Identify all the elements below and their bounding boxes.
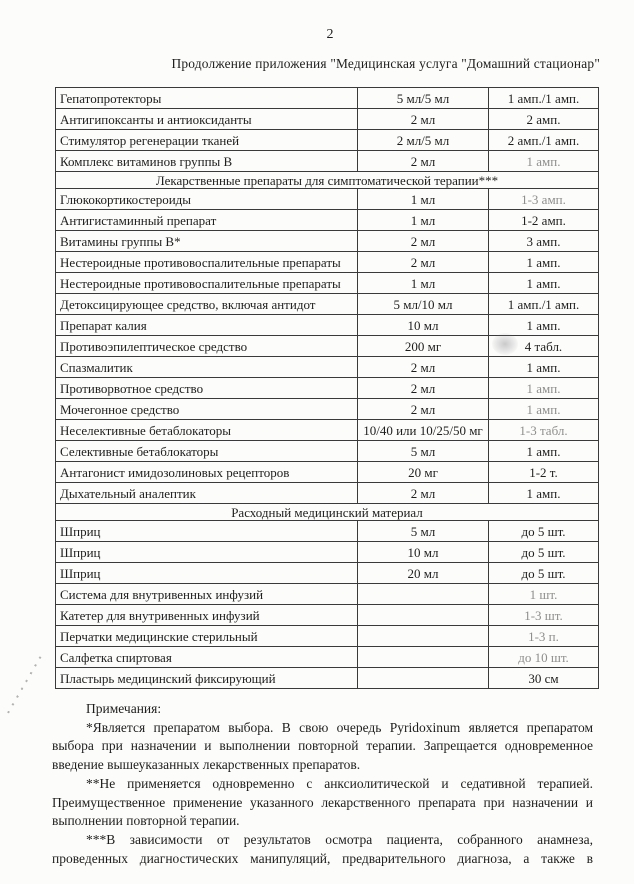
item-dose-cell: 2 мл (358, 252, 489, 273)
item-qty-cell: 3 амп. (489, 231, 599, 252)
item-name-cell: Нестероидные противовоспалительные препараты (56, 273, 358, 294)
item-qty-cell: 1-3 табл. (489, 420, 599, 441)
item-qty-cell: 1 шт. (489, 584, 599, 605)
item-qty-cell: 1 амп. (489, 315, 599, 336)
table-row (56, 151, 599, 172)
item-name-cell: Препарат калия (56, 315, 358, 336)
item-qty-cell: 1-3 п. (489, 626, 599, 647)
item-dose-cell: 20 мл (358, 563, 489, 584)
item-qty-cell: 2 амп./1 амп. (489, 130, 599, 151)
item-qty-cell: 1 амп. (489, 151, 599, 172)
item-dose-cell (358, 605, 489, 626)
table-row (56, 378, 599, 399)
item-dose-cell: 2 мл (358, 483, 489, 504)
item-name-cell: Пластырь медицинский фиксирующий (56, 668, 358, 689)
item-name-cell: Детоксицирующее средство, включая антидот (56, 294, 358, 315)
item-qty-cell: 1-3 шт. (489, 605, 599, 626)
table-row (56, 462, 599, 483)
item-dose-cell: 1 мл (358, 273, 489, 294)
meds-table-body (56, 88, 599, 689)
item-name-cell: Перчатки медицинские стерильный (56, 626, 358, 647)
item-name-cell: Антагонист имидозолиновых рецепторов (56, 462, 358, 483)
table-row (56, 542, 599, 563)
item-qty-cell: 1 амп. (489, 378, 599, 399)
item-dose-cell: 1 мл (358, 189, 489, 210)
table-row (56, 231, 599, 252)
item-dose-cell (358, 584, 489, 605)
table-row (56, 189, 599, 210)
item-qty-cell: 1 амп./1 амп. (489, 88, 599, 109)
item-dose-cell: 10/40 или 10/25/50 мг (358, 420, 489, 441)
item-qty-cell: до 5 шт. (489, 542, 599, 563)
item-qty-cell: до 10 шт. (489, 647, 599, 668)
table-row (56, 441, 599, 462)
item-dose-cell: 2 мл (358, 357, 489, 378)
item-name-cell: Нестероидные противовоспалительные препараты (56, 252, 358, 273)
item-dose-cell: 5 мл/5 мл (358, 88, 489, 109)
notes-section (52, 700, 593, 868)
item-dose-cell: 1 мл (358, 210, 489, 231)
item-dose-cell: 2 мл (358, 399, 489, 420)
item-dose-cell (358, 626, 489, 647)
table-row (56, 130, 599, 151)
doc-title: Продолжение приложения "Медицинская услуга "Домашний стационар" (171, 56, 600, 71)
table-row (56, 584, 599, 605)
item-dose-cell: 2 мл (358, 231, 489, 252)
section-row (56, 172, 599, 189)
notes-paragraphs (52, 719, 593, 869)
table-row (56, 626, 599, 647)
item-name-cell: Гепатопротекторы (56, 88, 358, 109)
scan-artifact-smudge (492, 333, 518, 355)
table-row (56, 668, 599, 689)
item-name-cell: Противоэпилептическое средство (56, 336, 358, 357)
item-name-cell: Салфетка спиртовая (56, 647, 358, 668)
item-qty-cell: до 5 шт. (489, 563, 599, 584)
item-dose-cell (358, 668, 489, 689)
item-name-cell: Неселективные бетаблокаторы (56, 420, 358, 441)
item-name-cell: Система для внутривенных инфузий (56, 584, 358, 605)
item-dose-cell: 5 мл (358, 441, 489, 462)
item-qty-cell: до 5 шт. (489, 521, 599, 542)
item-name-cell: Глюкокортикостероиды (56, 189, 358, 210)
table-row (56, 605, 599, 626)
table-row (56, 315, 599, 336)
item-name-cell: Антигипоксанты и антиоксиданты (56, 109, 358, 130)
table-row (56, 420, 599, 441)
section-row (56, 504, 599, 521)
table-row (56, 273, 599, 294)
item-qty-cell: 1 амп. (489, 357, 599, 378)
item-dose-cell: 10 мл (358, 315, 489, 336)
item-name-cell: Катетер для внутривенных инфузий (56, 605, 358, 626)
item-name-cell: Шприц (56, 521, 358, 542)
note-paragraph: *Является препаратом выбора. В свою очередь Pyridoxinum является препаратом выбора при назначении и выполнении повторной терапии. Запрещается одновременное введение вышеуказанных лекарственных препаратов. (52, 719, 593, 773)
item-dose-cell: 20 мг (358, 462, 489, 483)
item-dose-cell: 2 мл (358, 378, 489, 399)
item-qty-cell: 1-2 амп. (489, 210, 599, 231)
item-dose-cell: 2 мл (358, 151, 489, 172)
item-qty-cell: 1 амп. (489, 441, 599, 462)
item-dose-cell (358, 647, 489, 668)
item-qty-cell: 4 табл. (489, 336, 599, 357)
section-label-cell: Лекарственные препараты для симптоматической терапии*** (56, 172, 599, 189)
item-name-cell: Витамины группы В* (56, 231, 358, 252)
item-qty-cell: 1 амп. (489, 483, 599, 504)
item-qty-cell: 30 см (489, 668, 599, 689)
item-name-cell: Селективные бетаблокаторы (56, 441, 358, 462)
table-row (56, 563, 599, 584)
item-name-cell: Спазмалитик (56, 357, 358, 378)
item-name-cell: Стимулятор регенерации тканей (56, 130, 358, 151)
table-row (56, 210, 599, 231)
item-name-cell: Мочегонное средство (56, 399, 358, 420)
medications-table (55, 87, 599, 689)
table-row (56, 294, 599, 315)
item-dose-cell: 10 мл (358, 542, 489, 563)
item-dose-cell: 5 мл/10 мл (358, 294, 489, 315)
item-qty-cell: 1-3 амп. (489, 189, 599, 210)
item-qty-cell: 1 амп. (489, 252, 599, 273)
item-name-cell: Антигистаминный препарат (56, 210, 358, 231)
table-row (56, 252, 599, 273)
item-name-cell: Шприц (56, 542, 358, 563)
item-name-cell: Противорвотное средство (56, 378, 358, 399)
item-qty-cell: 1 амп./1 амп. (489, 294, 599, 315)
scan-artifact-pencil-mark (7, 652, 44, 714)
item-name-cell: Шприц (56, 563, 358, 584)
item-dose-cell: 5 мл (358, 521, 489, 542)
item-qty-cell: 1-2 т. (489, 462, 599, 483)
table-row (56, 109, 599, 130)
item-dose-cell: 2 мл (358, 109, 489, 130)
table-row (56, 357, 599, 378)
section-label-cell: Расходный медицинский материал (56, 504, 599, 521)
table-row (56, 521, 599, 542)
table-row (56, 88, 599, 109)
item-dose-cell: 200 мг (358, 336, 489, 357)
item-qty-cell: 1 амп. (489, 273, 599, 294)
table-row (56, 399, 599, 420)
item-name-cell: Комплекс витаминов группы В (56, 151, 358, 172)
table-row (56, 647, 599, 668)
page-number: 2 (326, 27, 334, 42)
item-name-cell: Дыхательный аналептик (56, 483, 358, 504)
item-dose-cell: 2 мл/5 мл (358, 130, 489, 151)
item-qty-cell: 1 амп. (489, 399, 599, 420)
notes-heading: Примечания: (86, 701, 162, 716)
table-row (56, 483, 599, 504)
item-qty-cell: 2 амп. (489, 109, 599, 130)
note-paragraph: ***В зависимости от результатов осмотра пациента, собранного анамнеза, проведенных диагностических манипуляций, предварительного диагноза, а также в (52, 831, 593, 866)
note-paragraph: **Не применяется одновременно с анксиолитической и седативной терапией. Преимущественное применение указанного лекарственного препарата при назначении и выполнении повторной терапии. (52, 775, 593, 829)
